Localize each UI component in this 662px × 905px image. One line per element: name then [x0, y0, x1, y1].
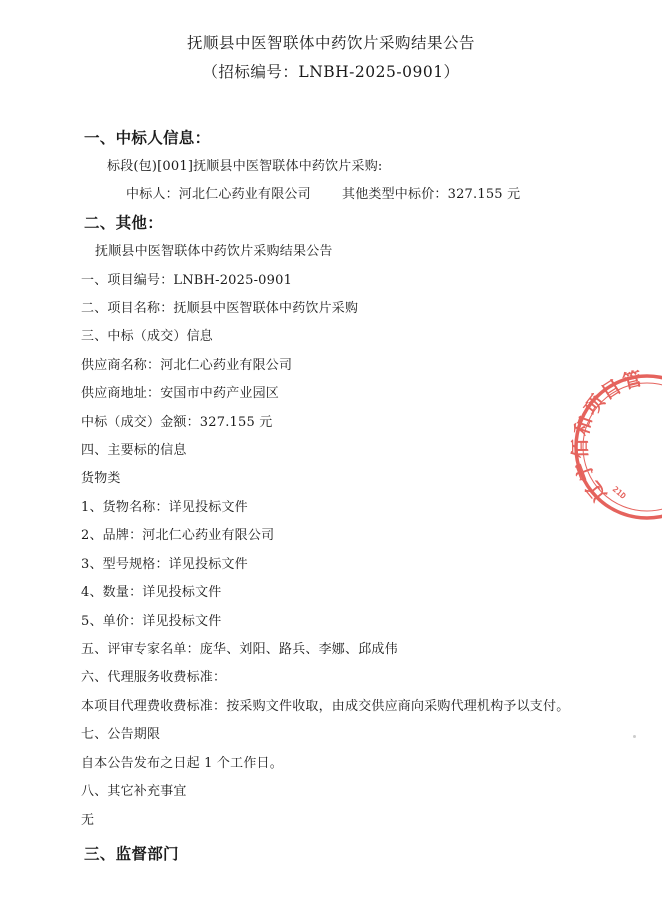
unit-price-line: 5、单价：详见投标文件 — [81, 614, 222, 629]
section-heading-other: 二、其他： — [84, 214, 164, 232]
document-subtitle: （招标编号：LNBH-2025-0901） — [202, 63, 460, 81]
project-name-line: 二、项目名称：抚顺县中医智联体中药饮片采购 — [81, 301, 359, 316]
main-items-line: 四、主要标的信息 — [81, 443, 187, 458]
goods-category-line: 货物类 — [81, 471, 121, 486]
supplement-line: 无 — [81, 813, 95, 828]
supplier-address-line: 供应商地址：安国市中药产业园区 — [81, 386, 280, 401]
award-amount-line: 中标（成交）金额：327.155 元 — [81, 415, 273, 430]
brand-line: 2、品牌：河北仁心药业有限公司 — [81, 528, 275, 543]
seal-code-text: 21D — [610, 484, 628, 501]
agency-fee-heading-line: 六、代理服务收费标准： — [81, 670, 227, 685]
scan-speck — [633, 735, 636, 738]
company-seal-stamp — [569, 367, 662, 522]
seal-text: 辽宁佰和项目管 — [569, 367, 647, 506]
model-line: 3、型号规格：详见投标文件 — [81, 557, 248, 572]
goods-name-line: 1、货物名称：详见投标文件 — [81, 500, 248, 515]
agency-fee-line: 本项目代理费收费标准：按采购文件收取，由成交供应商向采购代理机构予以支付。 — [81, 699, 570, 714]
section-heading-supervision: 三、监督部门 — [84, 845, 179, 863]
supplement-heading-line: 八、其它补充事宜 — [81, 784, 187, 799]
notice-period-heading-line: 七、公告期限 — [81, 727, 161, 742]
winning-price: 其他类型中标价：327.155 元 — [342, 187, 521, 202]
document-title: 抚顺县中医智联体中药饮片采购结果公告 — [186, 34, 475, 52]
experts-line: 五、评审专家名单：庞华、刘阳、路兵、李娜、邱成伟 — [81, 642, 398, 657]
announcement-title-line: 抚顺县中医智联体中药饮片采购结果公告 — [95, 244, 333, 259]
project-number-line: 一、项目编号：LNBH-2025-0901 — [81, 273, 293, 288]
supplier-name-line: 供应商名称：河北仁心药业有限公司 — [81, 358, 293, 373]
lot-line: 标段(包)[001]抚顺县中医智联体中药饮片采购: — [107, 159, 383, 174]
winner-line: 中标人：河北仁心药业有限公司 — [126, 187, 311, 202]
section-heading-winner: 一、中标人信息： — [84, 129, 211, 147]
notice-period-line: 自本公告发布之日起 1 个工作日。 — [81, 756, 283, 771]
quantity-line: 4、数量：详见投标文件 — [81, 585, 222, 600]
award-info-line: 三、中标（成交）信息 — [81, 329, 214, 344]
